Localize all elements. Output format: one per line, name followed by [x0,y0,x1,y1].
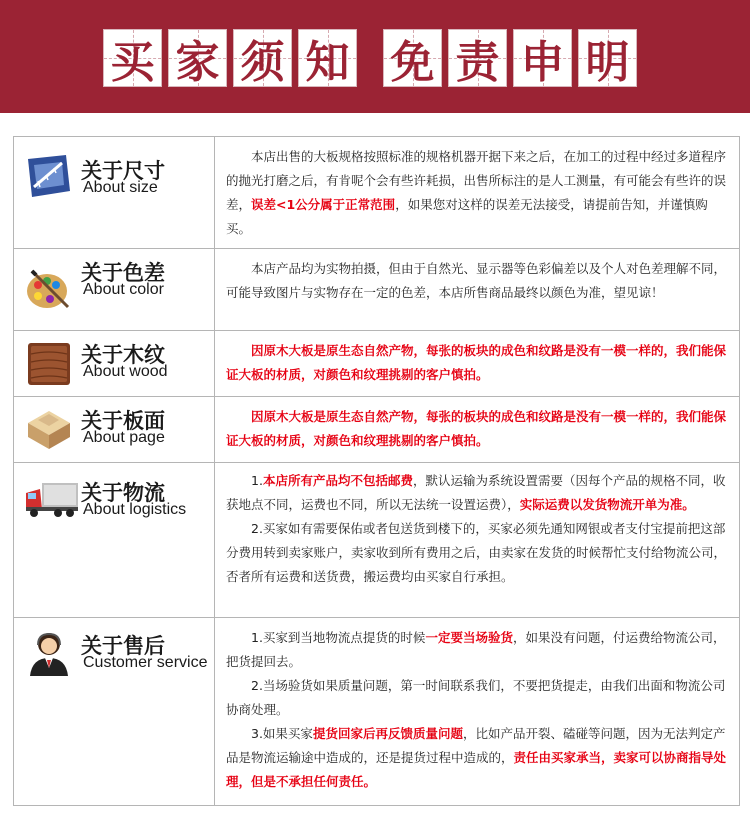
banner-char: 责 [448,29,507,87]
banner-char: 须 [233,29,292,87]
row-heading [14,331,215,396]
row-heading [14,618,215,805]
text-segment: 2.当场验货如果质量问题，第一时间联系我们，不要把货提走，由我们出面和物流公司协商处理。 [226,678,726,717]
text-segment-red: 一定要当场验货 [425,630,513,645]
row-title-en: Customer service [83,654,208,671]
row-color [14,249,739,331]
text-segment: 本店出售的大板规格按照标准的规格机器开据下来之后，在加工的过程中经过多道程序的抛光打磨之后，有肯呢个会有些许耗损，出售所标注的是人工测量，有可能会有些许的误差， [226,149,727,212]
text-segment-red: 实际运费以发货物流开单为准。 [519,497,695,512]
text-segment: ，比如产品开裂、磕碰等问题，因为无法判定产品是物流运输途中造成的，还是提货过程中造成的， [226,726,726,765]
row-text [226,405,729,453]
text-segment-red: 本店所有产品均不包括邮费 [262,473,413,488]
banner-char: 申 [513,29,572,87]
notice-table [13,136,740,806]
text-segment-red: 因原木大板是原生态自然产物，每张的板块的成色和纹路是没有一模一样的，我们能保证大板的材质，对颜色和纹理挑剔的客户慎拍。 [226,343,727,382]
text-segment-red: 因原木大板是原生态自然产物，每张的板块的成色和纹路是没有一模一样的，我们能保证大板的材质，对颜色和纹理挑剔的客户慎拍。 [226,409,727,448]
row-title-zh: 关于售后 [81,633,165,658]
text-segment: ，如果没有问题，付运费给物流公司，把货提回去。 [226,630,726,669]
banner-char: 明 [578,29,637,87]
row-logistics [14,463,739,618]
row-title-zh: 关于尺寸 [81,158,165,183]
row-text [226,145,729,241]
row-title-en: About page [83,429,165,446]
header-banner [0,0,750,113]
row-heading [14,397,215,462]
row-text [226,339,729,387]
banner-char: 知 [298,29,357,87]
text-segment: 1. [251,473,263,488]
text-segment: 3.如果买家 [251,726,313,741]
ruler-icon [24,151,74,201]
wood-icon [24,339,74,389]
banner-char: 买 [103,29,162,87]
banner-title [103,29,643,87]
text-segment-red: 误差<1公分属于正常范围 [251,197,396,212]
text-segment-red: 提货回家后再反馈质量问题 [312,726,463,741]
row-heading [14,463,215,617]
row-title-zh: 关于色差 [81,260,165,285]
palette-icon [24,263,74,313]
row-heading [14,249,215,330]
text-segment: ，如果您对这样的误差无法接受，请提前告知，并谨慎购买。 [226,197,708,236]
text-segment: 1.买家到当地物流点提货的时候 [251,630,426,645]
banner-char: 免 [383,29,442,87]
truck-icon [24,475,80,525]
text-segment-red: 责任由买家承当，卖家可以协商指导处理，但是不承担任何责任。 [226,750,727,789]
row-title-en: About color [83,281,164,298]
text-segment: ，默认运输为系统设置需要（因每个产品的规格不同，收获地点不同，运费也不同，所以无法统一设置运费）， [226,473,726,512]
row-text [226,257,729,305]
row-service [14,618,739,805]
row-board [14,397,739,463]
row-size [14,137,739,249]
row-title-zh: 关于物流 [81,480,165,505]
row-title-zh: 关于木纹 [81,342,165,367]
row-heading [14,137,215,248]
row-title-en: About logistics [83,501,187,518]
row-title-zh: 关于板面 [81,408,165,433]
row-title-en: About size [83,179,158,196]
row-title-en: About wood [83,363,168,380]
row-text [226,626,729,794]
row-wood [14,331,739,397]
text-segment: 2.买家如有需要保佑或者包送货到楼下的，买家必须先通知网银或者支付宝提前把这部分费用转到卖家账户，卖家收到所有费用之后，由卖家在发货的时候帮忙支付给物流公司，否者所有运费和送货费，搬运费均由买家自行承担。 [226,521,727,584]
board-icon [24,405,74,455]
service-agent-icon [24,628,74,678]
banner-char: 家 [168,29,227,87]
row-text [226,469,729,589]
text-segment: 本店产品均为实物拍摄，但由于自然光、显示器等色彩偏差以及个人对色差理解不同，可能导致图片与实物存在一定的色差，本店所售商品最终以颜色为准，望见谅！ [226,261,727,300]
